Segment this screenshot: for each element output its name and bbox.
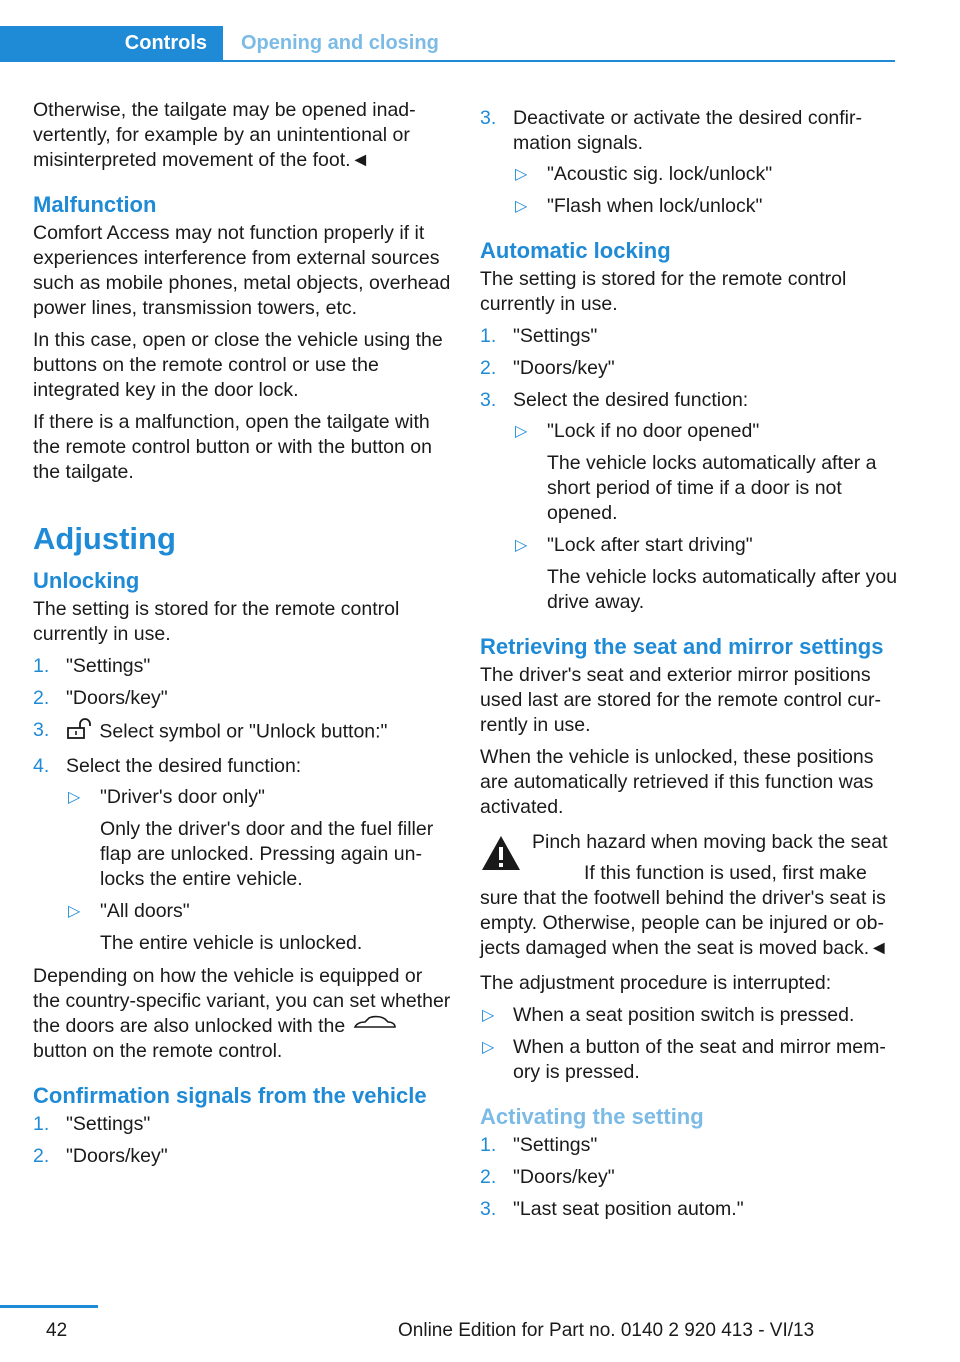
right-column [480, 98, 900, 1230]
triangle-bullet-icon: ▷ [515, 537, 528, 554]
condition-text: When a seat position switch is pressed. [513, 1004, 855, 1026]
header-divider [0, 60, 895, 62]
list-item [480, 356, 900, 381]
list-item [480, 1133, 900, 1158]
step-number: 1. [480, 325, 497, 347]
warning-title: Pinch hazard when moving back the seat [532, 831, 888, 853]
activating-steps [480, 1133, 900, 1222]
list-item [33, 1112, 451, 1137]
warning-body: If this function is used, first make sure that the footwell behind the driver's seat is empty. Otherwise, people can be injured or objects damaged when the seat is moved back.◄ [480, 862, 889, 959]
heading-malfunction: Malfunction [33, 192, 157, 217]
list-item [33, 654, 451, 679]
option-title: "Lock if no door opened" [547, 420, 760, 442]
triangle-bullet-icon: ▷ [515, 166, 528, 183]
autolock-steps [480, 324, 900, 615]
chapter-tab-controls[interactable]: Controls [0, 26, 223, 61]
list-item [480, 388, 900, 615]
step-number: 2. [33, 687, 50, 709]
step-text: "Settings" [66, 655, 151, 677]
unlocking-steps [33, 654, 451, 956]
step-number: 1. [480, 1134, 497, 1156]
retrieving-paragraph-2: When the vehicle is unlocked, these positions are automatically retrieved if this function was activated. [480, 746, 874, 818]
page-number: 42 [46, 1320, 68, 1341]
option-description: Only the driver's door and the fuel filler flap are unlocked. Pressing again unlocks the entire vehicle. [100, 818, 434, 890]
heading-confirmation-signals: Confirmation signals from the vehicle [33, 1083, 427, 1109]
option-description: The vehicle locks automatically after you drive away. [547, 566, 898, 613]
list-item [33, 686, 451, 711]
step-text: "Doors/key" [66, 1145, 168, 1168]
step-text: "Doors/key" [66, 687, 168, 709]
list-item [66, 785, 451, 892]
step-number: 3. [480, 107, 497, 129]
car-button-icon [353, 1014, 397, 1039]
list-item [33, 754, 451, 956]
malfunction-paragraph-3: If there is a malfunction, open the tailgate with the remote control button or with the button on the tailgate. [33, 411, 432, 483]
footer-divider [0, 1305, 98, 1308]
list-item [480, 1003, 900, 1028]
step-number: 1. [33, 655, 50, 677]
option-description: The entire vehicle is unlocked. [100, 932, 363, 954]
condition-text: When a button of the seat and mirror memory is pressed. [513, 1036, 886, 1083]
option-description: The vehicle locks automatically after a short period of time if a door is not opened. [547, 452, 877, 524]
unlocking-paragraph: The setting is stored for the remote control currently in use. [33, 598, 400, 645]
option-title: "Lock after start driving" [547, 534, 753, 556]
triangle-bullet-icon: ▷ [482, 1039, 495, 1056]
depending-text-a: Depending on how the vehicle is equipped or the country-specific variant, you can set whether the doors are also unlocked with the [33, 965, 451, 1037]
warning-triangle-icon [480, 834, 522, 872]
step-number: 3. [480, 389, 497, 411]
step-text: Select the desired function: [513, 389, 749, 411]
step-text: "Settings" [513, 1134, 598, 1156]
option-title: "All doors" [100, 900, 190, 922]
list-item [513, 533, 900, 615]
warning-block [480, 830, 900, 961]
list-item [513, 419, 900, 526]
list-item [513, 162, 900, 187]
heading-activating-setting: Activating the setting [480, 1104, 704, 1129]
step-text: Select the desired function: [66, 755, 302, 777]
step-number: 2. [480, 1166, 497, 1188]
confirmation-steps-continued [480, 106, 900, 219]
interrupted-paragraph: The adjustment procedure is interrupted: [480, 972, 832, 994]
list-item [480, 1165, 900, 1190]
step-number: 1. [33, 1113, 50, 1136]
confirmation-steps [33, 1112, 451, 1169]
step-text: "Doors/key" [513, 1166, 615, 1188]
step-number: 3. [33, 719, 50, 741]
triangle-bullet-icon: ▷ [482, 1007, 495, 1024]
autolock-paragraph: The setting is stored for the remote control currently in use. [480, 268, 847, 315]
heading-automatic-locking: Automatic locking [480, 238, 671, 263]
intro-paragraph: Otherwise, the tailgate may be opened inadvertently, for example by an unintentional or misinterpreted movement of the foot.◄ [33, 99, 416, 171]
list-item [480, 106, 900, 219]
triangle-bullet-icon: ▷ [515, 423, 528, 440]
step-number: 3. [480, 1198, 497, 1220]
section-tab-opening-closing[interactable]: Opening and closing [241, 32, 439, 54]
triangle-bullet-icon: ▷ [515, 198, 528, 215]
retrieving-paragraph-1: The driver's seat and exterior mirror positions used last are stored for the remote control currently in use. [480, 664, 882, 736]
left-column [33, 98, 451, 1177]
step-text: Select symbol or "Unlock button:" [99, 720, 388, 743]
footer-edition: Online Edition for Part no. 0140 2 920 413 - VI/13 [398, 1320, 815, 1341]
unlock-function-options [66, 785, 451, 956]
option-title: "Flash when lock/unlock" [547, 195, 763, 217]
triangle-bullet-icon: ▷ [68, 903, 81, 920]
depending-text-b: button on the remote control. [33, 1040, 283, 1063]
malfunction-paragraph-2: In this case, open or close the vehicle using the buttons on the remote control or use the integrated key in the door lock. [33, 329, 443, 401]
step-number: 4. [33, 755, 50, 777]
confirmation-signal-options [513, 162, 900, 219]
heading-unlocking: Unlocking [33, 568, 140, 593]
option-title: "Driver's door only" [100, 786, 265, 808]
list-item [480, 324, 900, 349]
step-number: 2. [33, 1145, 50, 1168]
heading-retrieving-settings: Retrieving the seat and mirror settings [480, 634, 884, 659]
step-number: 2. [480, 357, 497, 379]
heading-adjusting: Adjusting [33, 521, 176, 556]
malfunction-paragraph-1: Comfort Access may not function properly if it experiences interference from external sources such as mobile phones, metal objects, overhead power lines, transmission towers, etc. [33, 222, 451, 319]
list-item [480, 1197, 900, 1222]
depending-paragraph [33, 964, 451, 1064]
page-header [0, 0, 960, 62]
list-item [33, 1144, 451, 1169]
step-text: "Doors/key" [513, 357, 615, 379]
list-item [33, 718, 451, 747]
option-title: "Acoustic sig. lock/unlock" [547, 163, 773, 185]
step-text: Deactivate or activate the desired confirmation signals. [513, 107, 863, 154]
list-item [480, 1035, 900, 1085]
list-item [513, 194, 900, 219]
autolock-function-options [513, 419, 900, 615]
step-text: "Last seat position autom." [513, 1198, 744, 1220]
interrupt-conditions [480, 1003, 900, 1085]
unlock-symbol-icon [66, 718, 94, 747]
list-item [66, 899, 451, 956]
triangle-bullet-icon: ▷ [68, 789, 81, 806]
step-text: "Settings" [66, 1113, 151, 1136]
step-text: "Settings" [513, 325, 598, 347]
